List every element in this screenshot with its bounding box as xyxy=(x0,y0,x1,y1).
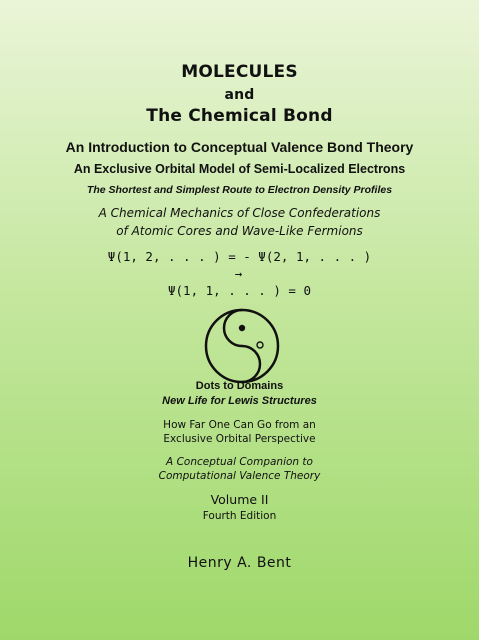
subtitle-intro: An Introduction to Conceptual Valence Bond Theory xyxy=(65,139,414,155)
edition-label: Fourth Edition xyxy=(202,510,277,522)
mechanics-line-2: of Atomic Cores and Wave-Like Fermions xyxy=(116,224,363,238)
title-line-2: and xyxy=(224,87,255,103)
title-line-1: MOLECULES xyxy=(181,62,298,82)
title-line-3: The Chemical Bond xyxy=(146,106,333,126)
author-name: Henry A. Bent xyxy=(187,555,292,571)
companion-line-2: Computational Valence Theory xyxy=(158,470,321,482)
equation-pauli: Ψ(1, 1, . . . ) = 0 xyxy=(168,283,311,298)
mechanics-line-1: A Chemical Mechanics of Close Confederations xyxy=(98,206,381,220)
companion-line-1: A Conceptual Companion to xyxy=(166,456,313,468)
subtitle-route: The Shortest and Simplest Route to Electron Density Profiles xyxy=(86,184,393,196)
equation-arrow: → xyxy=(234,266,243,281)
subtitle-model: An Exclusive Orbital Model of Semi-Localized Electrons xyxy=(73,162,406,176)
volume-label: Volume II xyxy=(210,492,269,507)
equation-antisymmetry: Ψ(1, 2, . . . ) = - Ψ(2, 1, . . . ) xyxy=(107,249,372,264)
perspective-line-1: How Far One Can Go from an xyxy=(163,419,316,431)
dots-line-1: Dots to Domains xyxy=(195,380,284,392)
yin-yang-icon xyxy=(204,308,280,384)
dots-line-2: New Life for Lewis Structures xyxy=(162,395,317,407)
perspective-line-2: Exclusive Orbital Perspective xyxy=(163,433,316,445)
